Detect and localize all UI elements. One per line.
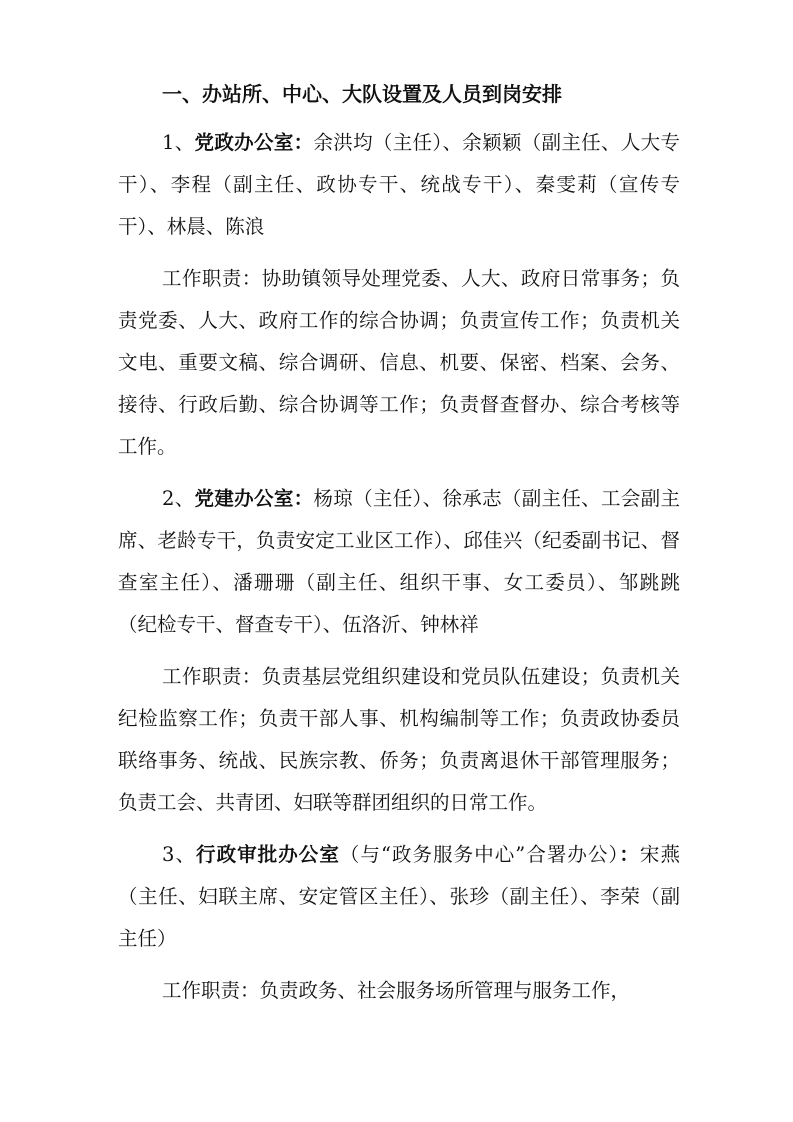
office-staff: 杨琼（主任）、徐承志（副主任、工会副主席、老龄专干，负责安定工业区工作）、邱佳兴（纪委副书记、督查室主任）、潘珊珊（副主任、组织干事、女工委员）、邹跳跳（纪检专干、督查专干）、伍洛沂、钟林祥 xyxy=(118,487,680,636)
section-title: 一、办站所、中心、大队设置及人员到岗安排 xyxy=(162,82,562,106)
office-3-staff xyxy=(118,834,680,960)
office-separator: ： xyxy=(293,131,314,154)
office-number: 2、 xyxy=(162,487,195,510)
office-1-staff xyxy=(118,122,680,248)
document-body xyxy=(118,72,680,1022)
office-name: 党建办公室 xyxy=(194,487,294,510)
office-3-duties: 工作职责：负责政务、社会服务场所管理与服务工作， xyxy=(162,979,631,1002)
office-2-duties: 工作职责：负责基层党组织建设和党员队伍建设；负责机关纪检监察工作；负责干部人事、机构编制等工作；负责政协委员联络事务、统战、民族宗教、侨务；负责离退休干部管理服务；负责工会、共青团、妇联等群团组织的日常工作。 xyxy=(118,665,680,814)
office-name: 行政审批办公室 xyxy=(196,843,340,866)
office-staff: 宋燕（主任、妇联主席、安定管区主任）、张珍（副主任）、李荣（副主任） xyxy=(118,843,680,950)
office-note: （与“政务服务中心”合署办公） xyxy=(339,843,620,866)
office-number: 3、 xyxy=(162,843,197,866)
office-separator: ： xyxy=(293,487,314,510)
office-separator: ： xyxy=(619,843,640,866)
office-2-staff xyxy=(118,478,680,646)
office-1-duties: 工作职责：协助镇领导处理党委、人大、政府日常事务；负责党委、人大、政府工作的综合协调；负责宣传工作；负责机关文电、重要文稿、综合调研、信息、机要、保密、档案、会务、接待、行政后勤、综合协调等工作；负责督查督办、综合考核等工作。 xyxy=(118,267,680,458)
office-name: 党政办公室 xyxy=(194,131,294,154)
office-number: 1、 xyxy=(162,131,195,154)
office-staff: 余洪均（主任）、余颖颖（副主任、人大专干）、李程（副主任、政协专干、统战专干）、秦雯莉（宣传专干）、林晨、陈浪 xyxy=(118,131,680,238)
